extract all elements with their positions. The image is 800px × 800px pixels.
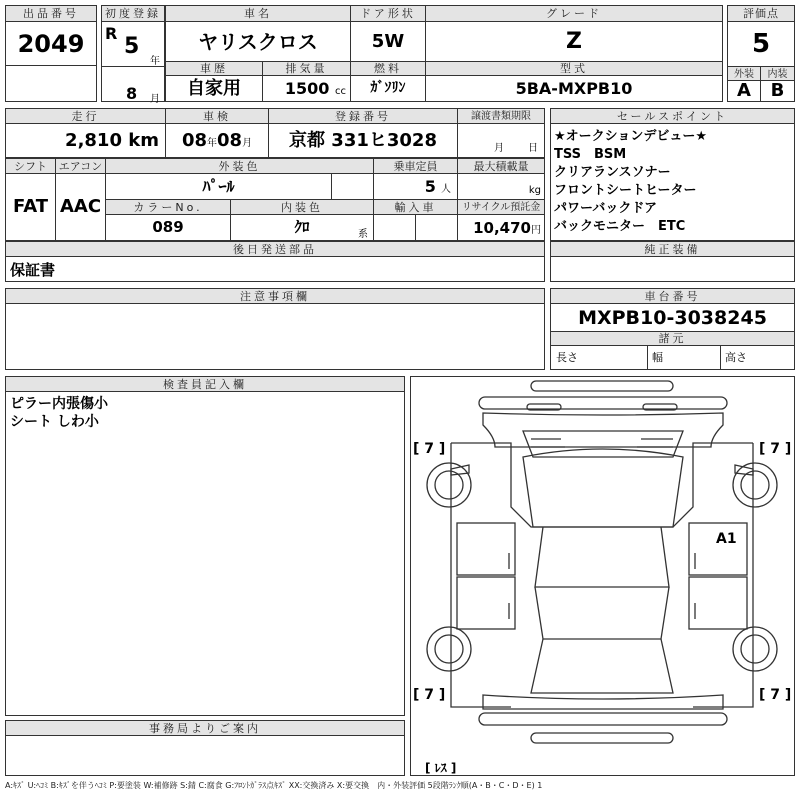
score-box	[727, 5, 795, 102]
divider	[102, 66, 164, 67]
capacity-header: 乗車定員	[374, 159, 458, 174]
transfer-header: 譲渡書類期限	[458, 109, 544, 124]
inspector-header: 検査員記入欄	[6, 377, 404, 392]
import-cell	[416, 215, 458, 240]
color-no-header: カラーNo.	[106, 200, 231, 215]
lot-number-box	[5, 5, 97, 102]
inspection-month-unit: 月	[242, 138, 253, 149]
sales-point: バックモニター ETC	[554, 219, 686, 234]
ext-color-header: 外装色	[106, 159, 374, 174]
registration-number: 京都 331ヒ3028	[269, 124, 458, 157]
car-info-box	[165, 5, 723, 62]
later-parts: 保証書	[10, 261, 56, 279]
max-load-header: 最大積載量	[458, 159, 544, 174]
capacity: 5	[424, 177, 436, 196]
inspection-month: 08	[217, 130, 243, 151]
reg-month-unit: 月	[150, 94, 160, 105]
recycle-fee: 10,470	[473, 219, 531, 237]
first-reg-header: 初度登録	[102, 6, 164, 22]
mileage-row-box	[5, 108, 545, 158]
recycle-unit: 円	[531, 225, 541, 236]
mark-rear-right: [ 7 ]	[759, 687, 792, 703]
max-load-unit: kg	[458, 174, 544, 200]
sales-point: ★オークションデビュー★	[554, 129, 708, 144]
legend: A:ｷｽﾞ U:ﾍｺﾐ B:ｷｽﾞを伴うﾍｺﾐ P:要塗装 W:補修跡 S:錆 C:腐食 G:ﾌﾛﾝﾄｶﾞﾗｽ点ｷｽﾞ XX:交換済み X:要交換 内・外装評価 5段階ﾗﾝｸ順(A・B・C・D・E) 1	[5, 781, 543, 790]
grade: Z	[566, 29, 582, 54]
reg-year: 5	[124, 34, 140, 59]
later-parts-header: 後日発送部品	[6, 242, 544, 257]
interior-grade: B	[770, 81, 785, 101]
exterior-grade: A	[728, 81, 761, 101]
shift-header: シフト	[6, 159, 56, 174]
exterior-header: 外装	[728, 66, 761, 81]
import-cell	[374, 215, 416, 240]
damage-mark-a1: A1	[716, 531, 737, 547]
inspection-year-unit: 年	[207, 138, 217, 149]
ext-color-extra	[331, 174, 374, 200]
mark-spare: [ ﾚｽ ]	[425, 761, 457, 775]
car-diagram	[411, 377, 794, 775]
reg-month: 8	[126, 84, 138, 103]
int-color-header: 内装色	[231, 200, 374, 215]
model-header: 型式	[426, 62, 722, 76]
sales-point: クリアランスソナー	[554, 165, 671, 180]
chassis-header: 車台番号	[551, 289, 794, 304]
first-reg-box	[101, 5, 165, 105]
transfer-month-unit: 月	[494, 143, 504, 154]
interior-color: ｸﾛ	[231, 215, 374, 240]
era: R	[105, 24, 118, 43]
spec-height: 高さ	[725, 351, 747, 364]
displacement-cell	[263, 76, 351, 101]
exterior-color: ﾊﾟｰﾙ	[106, 174, 331, 200]
reg-year-unit: 年	[150, 56, 160, 67]
mileage-cell	[6, 124, 166, 157]
notes-box	[5, 288, 545, 370]
capacity-cell	[374, 174, 458, 200]
car-detail-box	[165, 61, 723, 102]
mileage-unit: km	[128, 130, 159, 151]
fuel-header: 燃料	[351, 62, 426, 76]
displacement-unit: cc	[335, 86, 346, 97]
aircon-header: エアコン	[56, 159, 106, 174]
grade-header: グレード	[426, 6, 722, 22]
transfer-day-unit: 日	[528, 143, 538, 154]
office-box	[5, 720, 405, 776]
spec-row-box	[5, 158, 545, 241]
lot-number: 2049	[6, 22, 96, 66]
genuine-box	[550, 241, 795, 282]
sales-points-box	[550, 108, 795, 241]
recycle-cell	[458, 215, 544, 240]
capacity-unit: 人	[441, 184, 451, 195]
history: 自家用	[166, 76, 263, 101]
chassis-number: MXPB10-3038245	[551, 304, 794, 332]
spec-length: 長さ	[551, 346, 648, 369]
later-parts-box	[5, 241, 545, 282]
inspector-note: シート しわ小	[10, 414, 99, 430]
score: 5	[751, 29, 771, 59]
mark-rear-left: [ 7 ]	[413, 687, 446, 703]
specs-header: 諸元	[551, 332, 794, 346]
registration-header: 登録番号	[269, 109, 458, 124]
fuel: ｶﾞｿﾘﾝ	[351, 76, 426, 101]
notes-header: 注意事項欄	[6, 289, 544, 304]
sales-point: パワーバックドア	[554, 201, 657, 216]
interior-header: 内装	[761, 66, 794, 81]
recycle-header: リサイクル預託金	[458, 200, 544, 215]
shift: FAT	[6, 174, 56, 240]
car-name-header: 車名	[166, 6, 351, 22]
mark-front-left: [ 7 ]	[413, 441, 446, 457]
mileage: 2,810	[65, 130, 122, 151]
genuine-header: 純正装備	[551, 242, 794, 257]
inspector-box	[5, 376, 405, 716]
score-header: 評価点	[728, 6, 794, 22]
color-number: 089	[106, 215, 231, 240]
interior-color-unit: 系	[358, 229, 368, 240]
door-type: 5W	[351, 22, 426, 62]
spec-width: 幅	[648, 346, 721, 369]
displacement: 1500	[284, 79, 330, 98]
office-header: 事務局よりご案内	[6, 721, 404, 736]
inspection-year: 08	[181, 130, 207, 151]
sales-point: TSS BSM	[554, 147, 627, 162]
displacement-header: 排気量	[263, 62, 351, 76]
chassis-box	[550, 288, 795, 370]
inspection-header: 車検	[166, 109, 269, 124]
car-diagram-box	[410, 376, 795, 776]
model-code: 5BA-MXPB10	[515, 79, 633, 98]
sales-points-header: セールスポイント	[551, 109, 794, 124]
inspector-notes	[10, 395, 108, 431]
aircon: AAC	[56, 174, 106, 240]
mark-front-right: [ 7 ]	[759, 441, 792, 457]
mileage-header: 走行	[6, 109, 166, 124]
lot-number-header: 出品番号	[6, 6, 96, 22]
inspector-note: ピラー内張傷小	[10, 396, 108, 412]
door-header: ドア形状	[351, 6, 426, 22]
history-header: 車歴	[166, 62, 263, 76]
car-name: ヤリスクロス	[166, 22, 351, 62]
sales-point: フロントシートヒーター	[554, 183, 697, 198]
inspection-cell	[166, 124, 269, 157]
import-header: 輸入車	[374, 200, 458, 215]
sales-points-list	[554, 128, 707, 236]
